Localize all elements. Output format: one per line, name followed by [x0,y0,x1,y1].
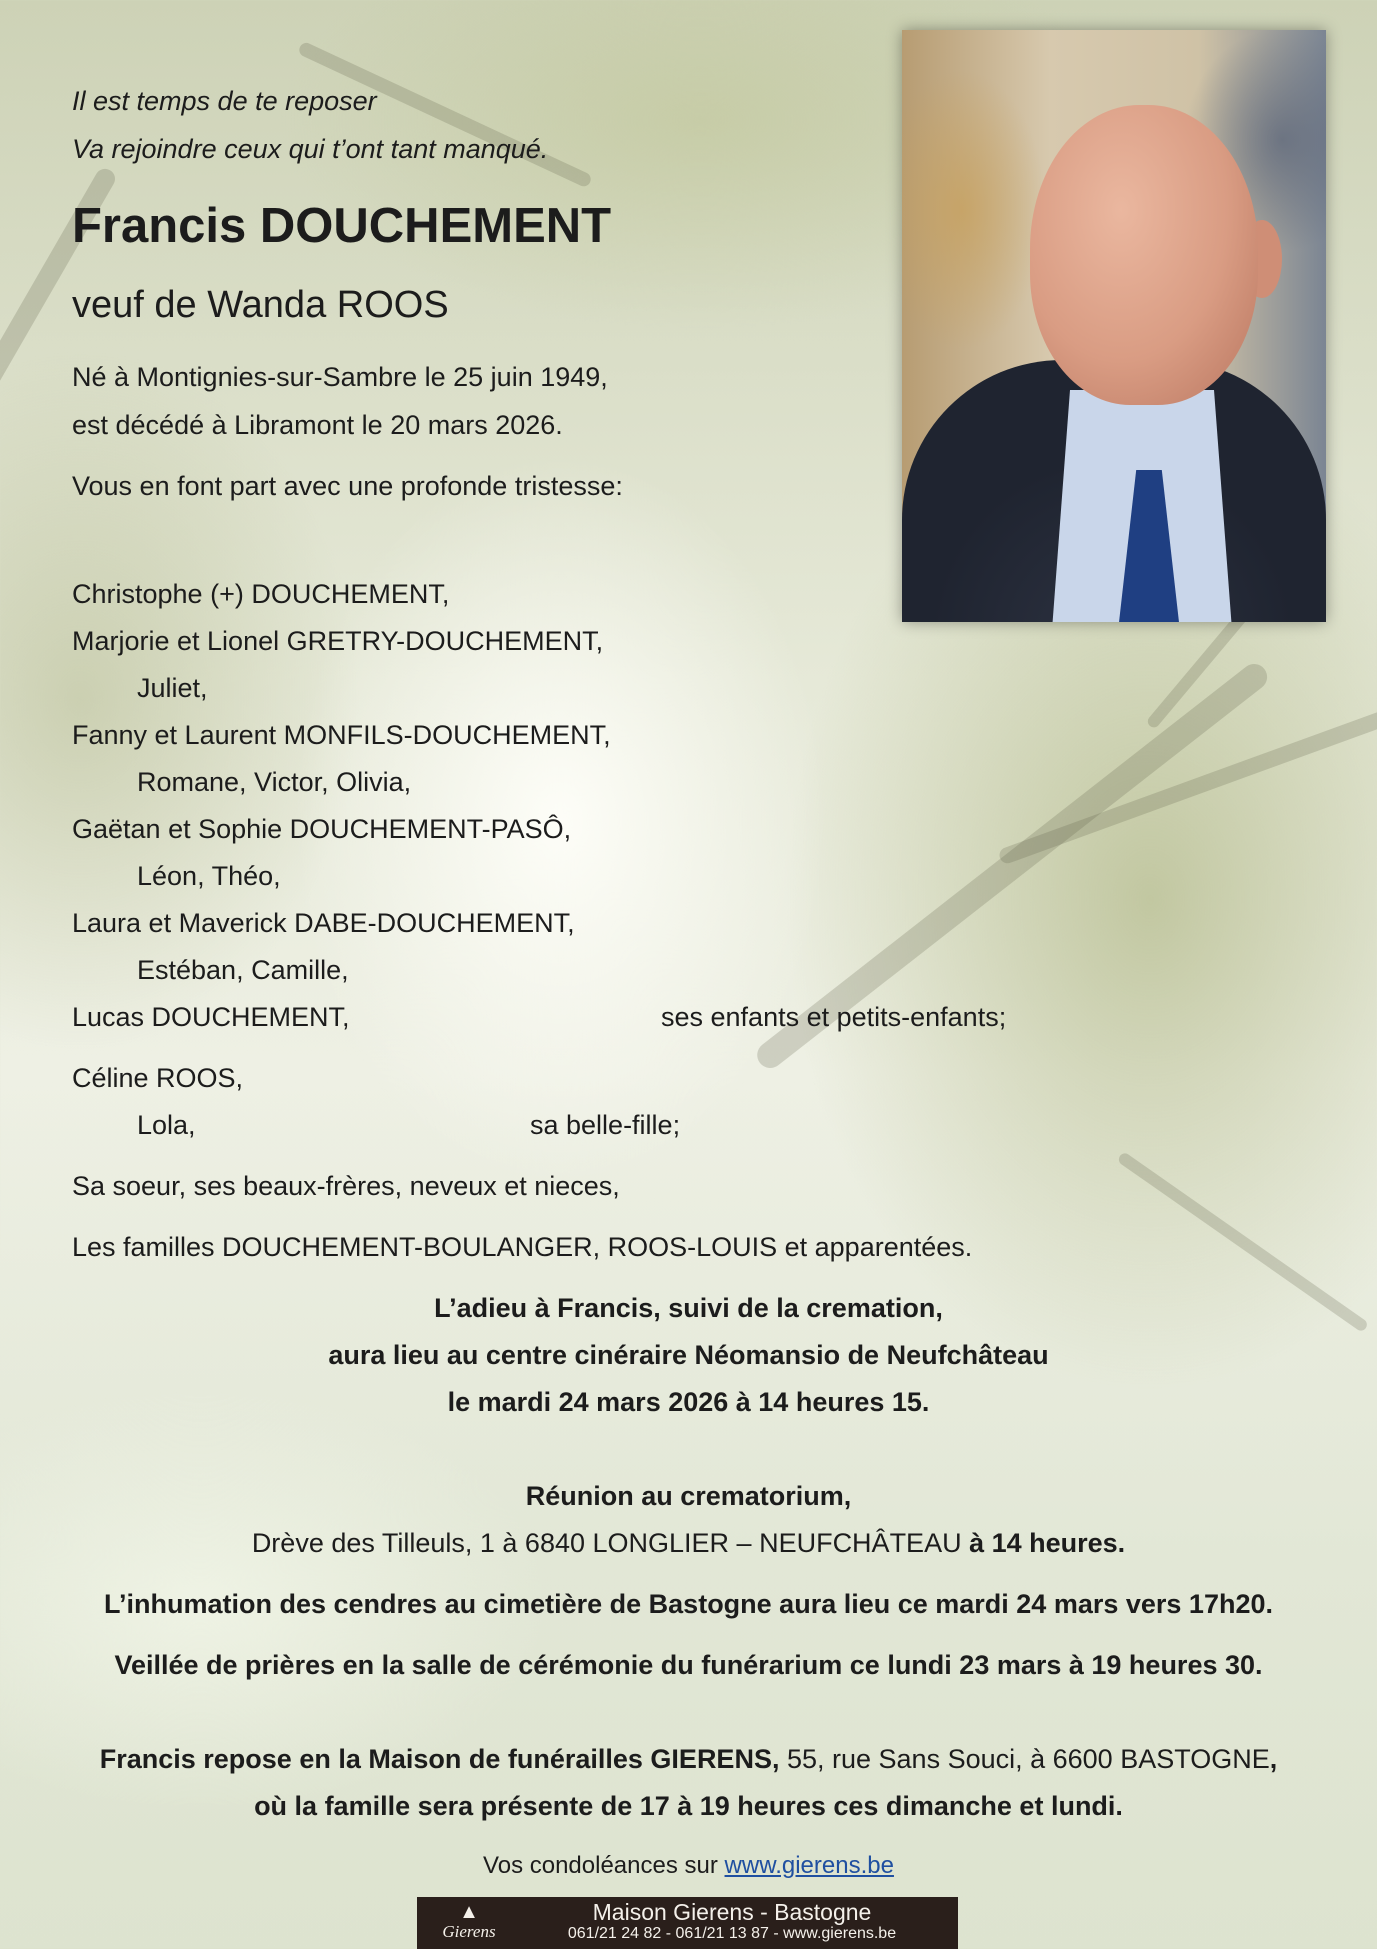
condolences-link[interactable]: www.gierens.be [724,1852,894,1879]
family-member: Romane, Victor, Olivia, [137,767,412,797]
meeting-time: à 14 heures. [969,1528,1126,1558]
birth-line: Né à Montignies-sur-Sambre le 25 juin 1949, [72,362,608,392]
family-member: Lola, [137,1110,196,1140]
verse-line-2: Va rejoindre ceux qui t’ont tant manqué. [72,134,549,164]
spouse-line: veuf de Wanda ROOS [72,284,449,326]
meeting-address: Drève des Tilleuls, 1 à 6840 LONGLIER – NEUFCHÂTEAU [251,1528,962,1558]
family-member: Juliet, [137,673,208,703]
rest-hours: où la famille sera présente de 17 à 19 heures ces dimanche et lundi. [254,1791,1123,1821]
family-member: Léon, Théo, [137,861,281,891]
logo-text: Gierens [442,1922,496,1941]
family-member: Fanny et Laurent MONFILS-DOUCHEMENT, [72,720,611,750]
rest-line [0,1744,1377,1775]
condolences-label: Vos condoléances sur [483,1852,725,1879]
deceased-name: Francis DOUCHEMENT [72,199,612,253]
banner-title: Maison Gierens - Bastogne [592,1899,872,1925]
siblings-line: Sa soeur, ses beaux-frères, neveux et nieces, [72,1171,620,1201]
daughter-in-law-role: sa belle-fille; [530,1110,681,1140]
vigil-line: Veillée de prières en la salle de cérémonie du funérarium ce lundi 23 mars à 19 heures 30. [114,1650,1263,1680]
family-member: Laura et Maverick DABE-DOUCHEMENT, [72,908,575,938]
ceremony-line-2: aura lieu au centre cinéraire Néomansio de Neufchâteau [328,1340,1049,1370]
family-member: Estéban, Camille, [137,955,349,985]
family-member: Christophe (+) DOUCHEMENT, [72,579,450,609]
intro-line: Vous en font part avec une profonde tristesse: [72,471,623,501]
meeting-title: Réunion au crematorium, [525,1481,852,1511]
photo-face [1030,105,1258,405]
condolences-line [0,1852,1377,1880]
death-line: est décédé à Libramont le 20 mars 2026. [72,410,563,440]
rest-address: 55, rue Sans Souci, à 6600 BASTOGNE [779,1744,1270,1774]
children-role: ses enfants et petits-enfants; [661,1002,1007,1032]
portrait-photo [902,30,1326,622]
meeting-address-line [0,1528,1377,1559]
families-line: Les familles DOUCHEMENT-BOULANGER, ROOS-LOUIS et apparentées. [72,1232,973,1262]
family-member: Céline ROOS, [72,1063,244,1093]
gierens-logo [429,1901,509,1945]
family-member: Lucas DOUCHEMENT, [72,1002,350,1032]
family-member: Gaëtan et Sophie DOUCHEMENT-PASÔ, [72,814,572,844]
family-member: Marjorie et Lionel GRETRY-DOUCHEMENT, [72,626,604,656]
rest-lead: Francis repose en la Maison de funérailles GIERENS, [99,1744,780,1774]
logo-mark-icon: ▲ [459,1901,479,1923]
ceremony-line-3: le mardi 24 mars 2026 à 14 heures 15. [447,1387,930,1417]
rest-comma: , [1269,1744,1278,1774]
funeral-home-banner [417,1897,958,1949]
banner-contact: 061/21 24 82 - 061/21 13 87 - www.gierens.be [567,1925,897,1942]
verse-line-1: Il est temps de te reposer [72,86,377,116]
ceremony-line-1: L’adieu à Francis, suivi de la cremation, [434,1293,943,1323]
burial-line: L’inhumation des cendres au cimetière de Bastogne aura lieu ce mardi 24 mars vers 17h20. [104,1589,1273,1619]
